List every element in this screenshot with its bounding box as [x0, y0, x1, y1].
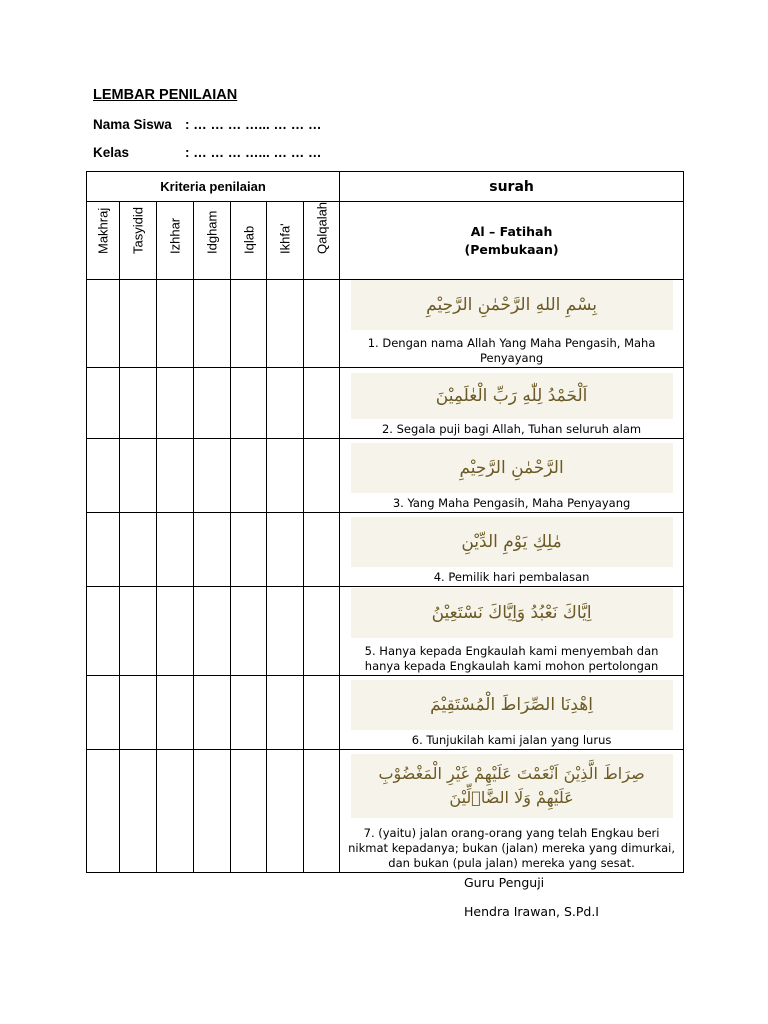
score-cell[interactable] — [157, 439, 194, 513]
criteria-ikhfa — [267, 202, 304, 280]
table-row — [87, 439, 684, 513]
score-cell[interactable] — [157, 280, 194, 368]
score-cell[interactable] — [267, 439, 304, 513]
criteria-label: Iqlab — [241, 225, 256, 254]
score-cell[interactable] — [120, 368, 157, 439]
score-cell[interactable] — [87, 587, 120, 676]
verse-translation: 5. Hanya kepada Engkaulah kami menyembah dan hanya kepada Engkaulah kami mohon pertolongan — [364, 644, 659, 673]
criteria-label: Idgham — [204, 210, 220, 254]
score-cell[interactable] — [231, 587, 267, 676]
score-cell[interactable] — [304, 750, 340, 873]
verse-cell — [340, 280, 684, 368]
table-row — [87, 750, 684, 873]
student-name-label: Nama Siswa — [93, 117, 172, 132]
verse-translation: 1. Dengan nama Allah Yang Maha Pengasih, Maha Penyayang — [367, 336, 656, 365]
score-cell[interactable] — [194, 368, 231, 439]
score-cell[interactable] — [120, 750, 157, 873]
class-value: : … … … …... … … … — [185, 145, 322, 160]
criteria-qalqalah — [304, 202, 340, 280]
score-cell[interactable] — [267, 676, 304, 750]
score-cell[interactable] — [194, 280, 231, 368]
score-cell[interactable] — [87, 439, 120, 513]
surah-name: Al – Fatihah — [470, 223, 553, 239]
score-cell[interactable] — [87, 676, 120, 750]
table-row — [87, 368, 684, 439]
score-cell[interactable] — [194, 750, 231, 873]
score-cell[interactable] — [157, 750, 194, 873]
score-cell[interactable] — [120, 676, 157, 750]
arabic-verse: الرَّحْمٰنِ الرَّحِيْمِ — [351, 443, 673, 493]
arabic-verse: بِسْمِ اللهِ الرَّحْمٰنِ الرَّحِيْمِ — [351, 280, 673, 330]
score-cell[interactable] — [87, 513, 120, 587]
score-cell[interactable] — [231, 439, 267, 513]
score-cell[interactable] — [267, 750, 304, 873]
score-cell[interactable] — [120, 439, 157, 513]
score-cell[interactable] — [87, 750, 120, 873]
criteria-makhraj — [87, 202, 120, 280]
arabic-verse: مٰلِكِ يَوْمِ الدِّيْنِ — [351, 517, 673, 567]
table-row — [87, 513, 684, 587]
score-cell[interactable] — [304, 439, 340, 513]
score-cell[interactable] — [304, 280, 340, 368]
table-row — [87, 280, 684, 368]
verse-cell — [340, 676, 684, 750]
score-cell[interactable] — [157, 513, 194, 587]
criteria-tasyidid — [120, 202, 157, 280]
score-cell[interactable] — [231, 750, 267, 873]
verse-translation: 3. Yang Maha Pengasih, Maha Penyayang — [392, 496, 631, 510]
class-field — [93, 145, 322, 160]
arabic-verse: اِيَّاكَ نَعْبُدُ وَاِيَّاكَ نَسْتَعِيْنُ — [351, 588, 673, 638]
verse-cell — [340, 439, 684, 513]
table-row — [87, 676, 684, 750]
score-cell[interactable] — [231, 368, 267, 439]
score-cell[interactable] — [267, 587, 304, 676]
criteria-izhhar — [157, 202, 194, 280]
class-label: Kelas — [93, 145, 130, 160]
verse-translation: 2. Segala puji bagi Allah, Tuhan seluruh alam — [381, 422, 642, 436]
criteria-label: Makhraj — [95, 207, 111, 254]
score-cell[interactable] — [120, 587, 157, 676]
criteria-idgham — [194, 202, 231, 280]
score-cell[interactable] — [157, 587, 194, 676]
score-cell[interactable] — [304, 513, 340, 587]
criteria-label: Izhhar — [167, 217, 183, 254]
arabic-verse: اِهْدِنَا الصِّرَاطَ الْمُسْتَقِيْمَ — [351, 680, 673, 730]
verse-cell — [340, 368, 684, 439]
score-cell[interactable] — [194, 513, 231, 587]
table-row — [87, 587, 684, 676]
examiner-role: Guru Penguji — [464, 875, 545, 890]
score-cell[interactable] — [267, 368, 304, 439]
criteria-label: Ikhfa' — [277, 223, 293, 254]
verse-cell — [340, 513, 684, 587]
score-cell[interactable] — [157, 676, 194, 750]
score-cell[interactable] — [194, 439, 231, 513]
surah-meaning: (Pembukaan) — [464, 241, 559, 257]
score-cell[interactable] — [120, 513, 157, 587]
criteria-header: Kriteria penilaian — [87, 172, 340, 202]
score-cell[interactable] — [231, 280, 267, 368]
assessment-table — [86, 171, 684, 873]
score-cell[interactable] — [120, 280, 157, 368]
student-name-value: : … … … …... … … … — [185, 117, 322, 132]
page-title: LEMBAR PENILAIAN — [93, 87, 238, 103]
arabic-verse: اَلْحَمْدُ لِلّٰهِ رَبِّ الْعٰلَمِيْنَ — [351, 373, 673, 419]
score-cell[interactable] — [267, 513, 304, 587]
score-cell[interactable] — [194, 676, 231, 750]
score-cell[interactable] — [157, 368, 194, 439]
verse-cell — [340, 587, 684, 676]
arabic-verse: صِرَاطَ الَّذِيْنَ اَنْعَمْتَ عَلَيْهِمْ غَيْرِ الْمَغْضُوْبِ عَلَيْهِمْ وَلَا الضَّاۤلِّيْنَ — [351, 754, 673, 818]
student-name-field — [93, 117, 322, 132]
score-cell[interactable] — [87, 368, 120, 439]
surah-header: surah — [340, 172, 684, 202]
examiner-name: Hendra Irawan, S.Pd.I — [464, 904, 599, 919]
score-cell[interactable] — [231, 513, 267, 587]
score-cell[interactable] — [267, 280, 304, 368]
criteria-iqlab — [231, 202, 267, 280]
surah-name-cell — [340, 202, 684, 280]
verse-cell — [340, 750, 684, 873]
criteria-label: Qalqalah — [314, 201, 330, 254]
verse-translation: 7. (yaitu) jalan orang-orang yang telah Engkau beri nikmat kepadanya; bukan (jalan) mereka yang dimurkai, dan bukan (pula jalan) mereka yang sesat. — [348, 826, 675, 870]
score-cell[interactable] — [304, 368, 340, 439]
score-cell[interactable] — [304, 587, 340, 676]
criteria-label: Tasyidid — [130, 207, 146, 254]
score-cell[interactable] — [194, 587, 231, 676]
score-cell[interactable] — [304, 676, 340, 750]
score-cell[interactable] — [87, 280, 120, 368]
score-cell[interactable] — [231, 676, 267, 750]
verse-translation: 4. Pemilik hari pembalasan — [433, 570, 590, 584]
verse-translation: 6. Tunjukilah kami jalan yang lurus — [411, 733, 612, 747]
